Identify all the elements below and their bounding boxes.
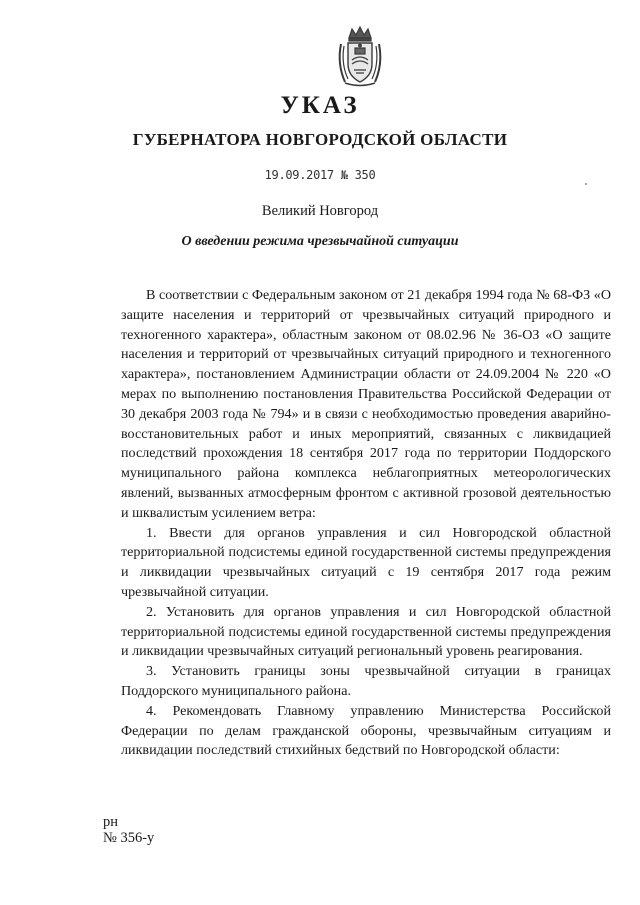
preamble-paragraph: В соответствии с Федеральным законом от 21 декабря 1994 года № 68-ФЗ «О защите населения и территорий от чрезвычайных ситуаций природного и техногенного характера», областным законом от 08.02.96 № 36-ОЗ «О защите населения и территорий от чрезвычайных ситуаций природного и техногенного характера», постановлением Администрации области от 24.09.2004 № 220 «О мерах по выполнению постановления Правительства Российской Федерации от 30 декабря 2003 года № 794» и в связи с необходимостью проведения аварийно-восстановительных работ и иных мероприятий, связанных с ликвидацией последствий прохождения 18 сентября 2017 года по территории Поддорского муниципального района комплекса неблагоприятных метеорологических явлений, вызванных атмосферным фронтом с активной грозовой деятельностью и шквалистым усилением ветра: — [121, 287, 611, 521]
date-and-number: 19.09.2017 № 350 — [264, 168, 376, 182]
clause-1: 1. Ввести для органов управления и сил Новгородской областной территориальной подсистемы единой государственной системы предупреждения и ликвидации чрезвычайных ситуаций с 19 сентября 2017 года режим чрезвычайной ситуации. — [121, 524, 611, 600]
issue-city: Великий Новгород — [261, 203, 379, 219]
footer-initials: рн — [103, 814, 119, 830]
footer-reference — [103, 814, 154, 846]
document-title: УКАЗ — [280, 92, 360, 119]
clause-3: 3. Установить границы зоны чрезвычайной ситуации в границах Поддорского муниципального района. — [121, 663, 611, 699]
coat-of-arms-icon — [335, 24, 385, 88]
clause-4: 4. Рекомендовать Главному управлению Министерства Российской Федерации по делам гражданской обороны, чрезвычайным ситуациям и ликвидации последствий стихийных бедствий по Новгородской области: — [121, 702, 611, 759]
clause-2: 2. Установить для органов управления и сил Новгородской областной территориальной подсистемы единой государственной системы предупреждения и ликвидации чрезвычайных ситуаций региональный уровень реагирования. — [121, 603, 611, 660]
document-subject: О введении режима чрезвычайной ситуации — [181, 234, 459, 249]
document-issuer: ГУБЕРНАТОРА НОВГОРОДСКОЙ ОБЛАСТИ — [132, 130, 508, 149]
footer-ref-number: № 356-у — [103, 830, 155, 846]
scan-speck — [585, 183, 587, 185]
document-body — [121, 286, 611, 761]
